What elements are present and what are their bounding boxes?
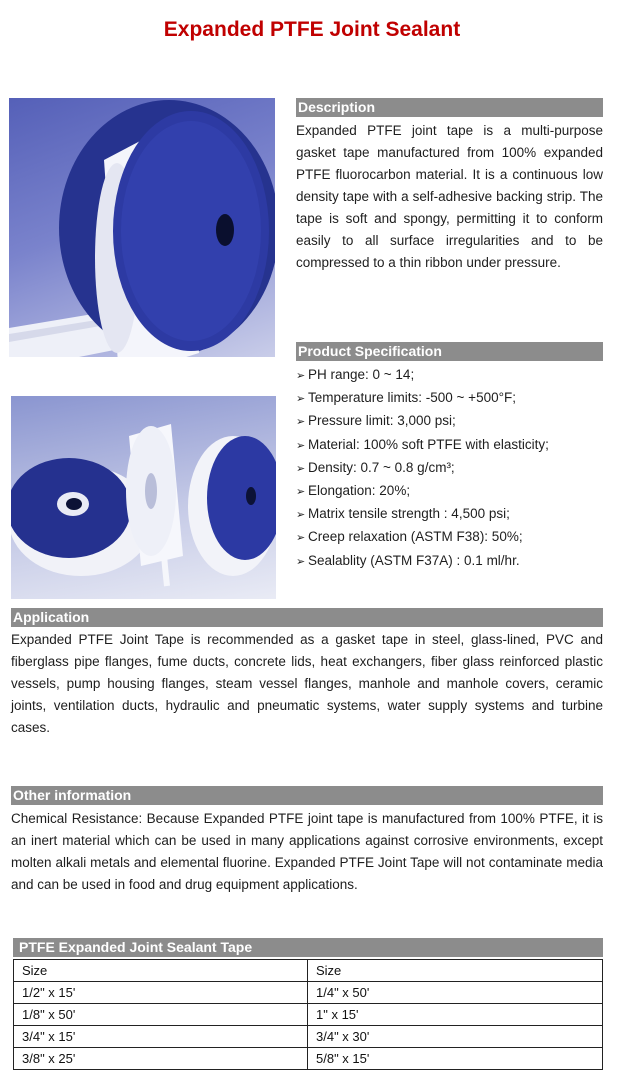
table-row: [14, 1004, 603, 1026]
table-row: [14, 982, 603, 1004]
arrow-bullet-icon: ➢: [296, 486, 306, 499]
spec-item: ➢ Temperature limits: -500 ~ +500°F;: [296, 387, 606, 410]
application-text: Expanded PTFE Joint Tape is recommended as a gasket tape in steel, glass-lined, PVC and fiberglass pipe flanges, fume ducts, concrete lids, heat exchangers, fiber glass reinforced plastic vessels, pump housing flanges, steam vessel flanges, manhole and manhole covers, ceramic joints, ventilation ducts, hydraulic and pneumatic systems, water supply systems and turbine cases.: [11, 632, 603, 735]
size-table-heading: PTFE Expanded Joint Sealant Tape: [13, 938, 603, 957]
table-header-cell: Size: [14, 960, 308, 982]
arrow-bullet-icon: ➢: [296, 509, 306, 522]
table-cell: 1/2" x 15': [14, 982, 308, 1004]
spec-item: ➢ Elongation: 20%;: [296, 480, 606, 503]
arrow-bullet-icon: ➢: [296, 462, 306, 475]
table-cell: 3/4" x 30': [308, 1026, 603, 1048]
description-heading: Description: [296, 98, 603, 117]
arrow-bullet-icon: ➢: [296, 393, 306, 406]
arrow-bullet-icon: ➢: [296, 370, 306, 382]
spec-item: ➢ Creep relaxation (ASTM F38): 50%;: [296, 526, 606, 549]
tape-roll-photo: [9, 98, 275, 357]
spec-item: ➢ Density: 0.7 ~ 0.8 g/cm³;: [296, 457, 606, 480]
spec-item: ➢ Sealablity (ASTM F37A) : 0.1 ml/hr.: [296, 550, 606, 573]
table-cell: 3/8" x 25': [14, 1048, 308, 1070]
table-row: [14, 1048, 603, 1070]
arrow-bullet-icon: ➢: [296, 555, 306, 568]
page-title: Expanded PTFE Joint Sealant: [163, 18, 461, 41]
spec-item: ➢ PH range: 0 ~ 14;: [296, 364, 606, 387]
table-cell: 1/4" x 50': [308, 982, 603, 1004]
table-cell: 5/8" x 15': [308, 1048, 603, 1070]
spec-item: ➢ Pressure limit: 3,000 psi;: [296, 410, 606, 433]
spec-item: ➢ Material: 100% soft PTFE with elasticity;: [296, 434, 606, 457]
specification-list: [296, 364, 606, 573]
table-row: [14, 1026, 603, 1048]
table-header-row: [14, 960, 603, 982]
arrow-bullet-icon: ➢: [296, 532, 306, 545]
application-heading: Application: [11, 608, 603, 627]
size-table: [13, 959, 603, 1070]
other-info-text: Chemical Resistance: Because Expanded PTFE joint tape is manufactured from 100% PTFE, it is an inert material which can be used in many applications against corrosive environments, except molten alkali metals and elemental fluorine. Expanded PTFE Joint Tape will not contaminate media and can be used in food and drug equipment applications.: [11, 811, 603, 892]
specification-heading: Product Specification: [296, 342, 603, 361]
table-cell: 1/8" x 50': [14, 1004, 308, 1026]
table-cell: 1" x 15': [308, 1004, 603, 1026]
arrow-bullet-icon: ➢: [296, 439, 306, 452]
spec-item: ➢ Matrix tensile strength : 4,500 psi;: [296, 503, 606, 526]
table-header-cell: Size: [308, 960, 603, 982]
description-text: Expanded PTFE joint tape is a multi-purpose gasket tape manufactured from 100% expanded PTFE fluorocarbon material. It is a continuous low density tape with a self-adhesive backing strip. The tape is soft and spongy, permitting it to conform easily to all surface irregularities and to be compressed to a thin ribbon under pressure.: [296, 123, 603, 270]
tape-spools-photo: [11, 396, 276, 599]
table-cell: 3/4" x 15': [14, 1026, 308, 1048]
other-info-heading: Other information: [11, 786, 603, 805]
arrow-bullet-icon: ➢: [296, 416, 306, 429]
